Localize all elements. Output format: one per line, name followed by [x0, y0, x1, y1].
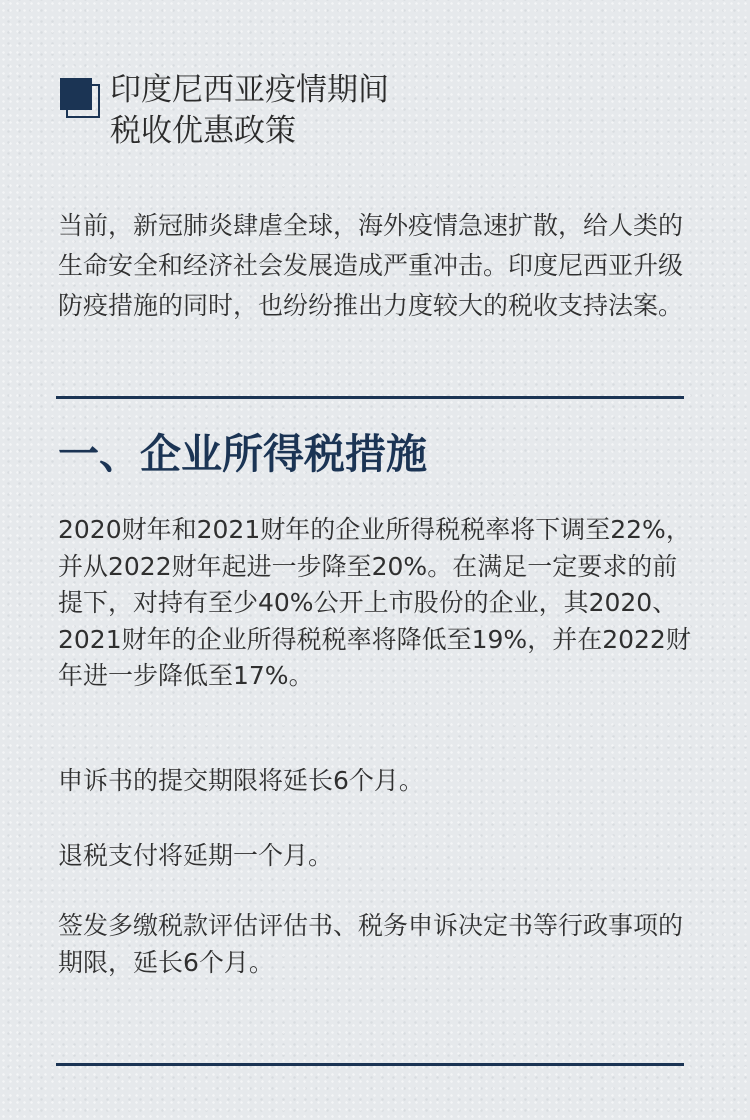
bottom-divider: [56, 1063, 684, 1066]
page-title-line-2: 税收优惠政策: [110, 113, 296, 149]
section-heading: 一、企业所得税措施: [58, 430, 427, 478]
measure-paragraph-appeal-deadline: 申诉书的提交期限将延长6个月。: [58, 766, 424, 795]
page-title-line-1: 印度尼西亚疫情期间: [110, 72, 389, 108]
square-filled: [60, 78, 92, 110]
measure-paragraph-refund-delay: 退税支付将延期一个月。: [58, 841, 334, 870]
page-title: [110, 70, 389, 152]
top-divider: [56, 396, 684, 399]
measure-paragraph-admin-deadline: 签发多缴税款评估评估书、税务申诉决定书等行政事项的期限，延长6个月。: [58, 911, 684, 977]
title-block: [60, 70, 660, 150]
intro-paragraph: 当前，新冠肺炎肆虐全球，海外疫情急速扩散，给人类的生命安全和经济社会发展造成严重冲击。印度尼西亚升级防疫措施的同时，也纷纷推出力度较大的税收支持法案。: [58, 211, 684, 320]
square-bullet-icon: [60, 78, 102, 120]
measure-paragraph-tax-rate: 2020财年和2021财年的企业所得税税率将下调至22%，并从2022财年起进一步降至20%。在满足一定要求的前提下，对持有至少40%公开上市股份的企业，其2020、2021财年的企业所得税税率将降低至19%，并在2022财年进一步降低至17%。: [58, 515, 691, 690]
